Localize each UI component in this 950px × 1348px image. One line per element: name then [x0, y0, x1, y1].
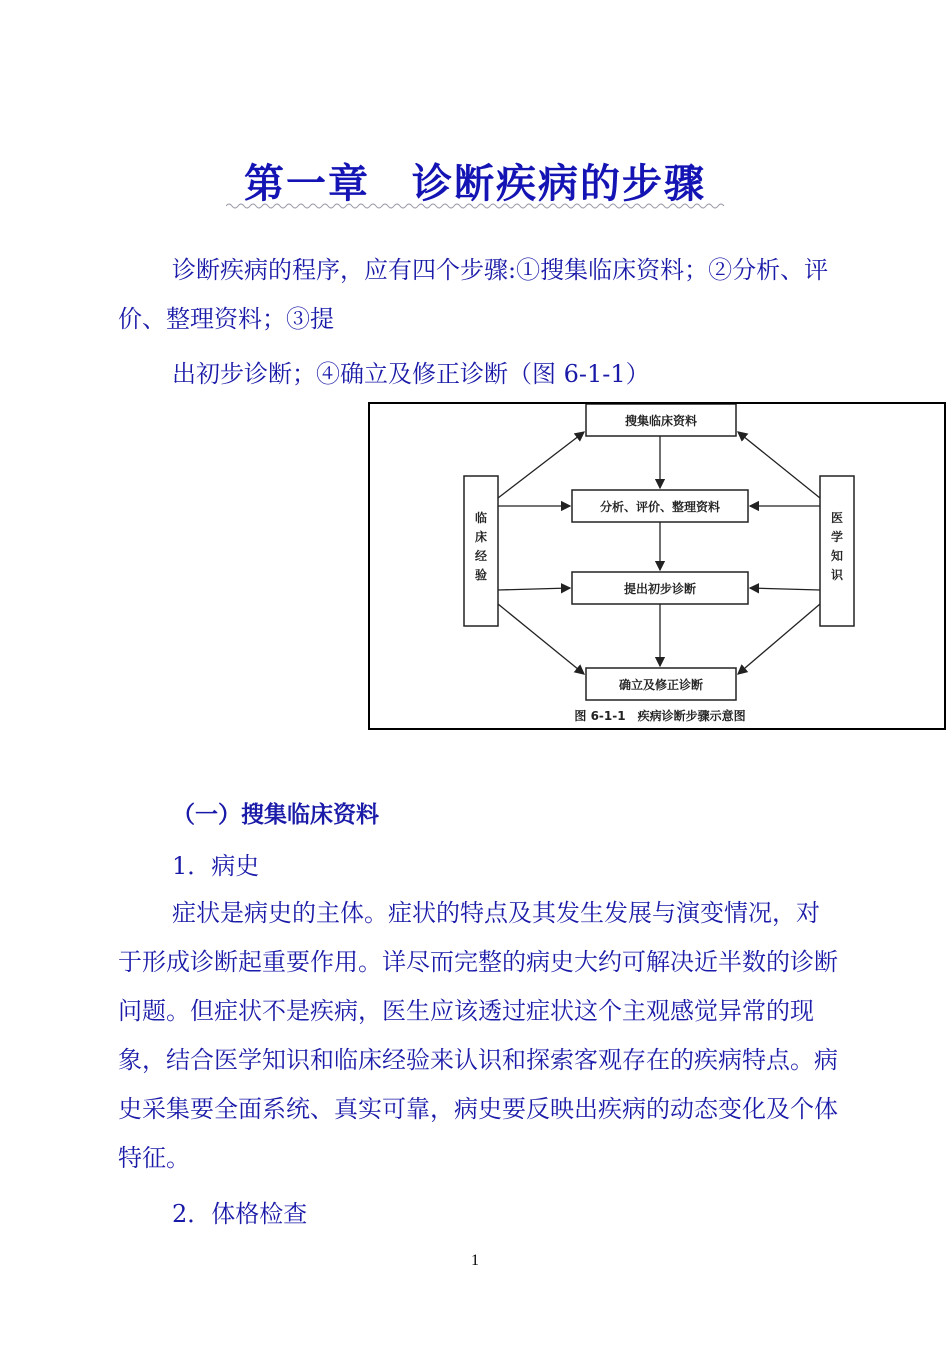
right-label-char: 识: [830, 568, 844, 582]
box-analyze-label: 分析、评价、整理资料: [599, 500, 721, 514]
arrow-left-confirm: [498, 604, 584, 674]
item-heading-physical-exam: 2．体格检查: [172, 1200, 308, 1228]
arrow-left-preliminary: [498, 588, 570, 590]
intro-line2: 出初步诊断；④确立及修正诊断（图 6-1-1）: [172, 360, 650, 388]
box-confirm-label: 确立及修正诊断: [618, 678, 704, 692]
left-label-char: 临: [474, 511, 488, 525]
title-underline: [226, 202, 726, 210]
arrow-left-collect: [498, 432, 584, 498]
diagnosis-flow-figure: [368, 402, 946, 730]
box-collect-label: 搜集临床资料: [624, 414, 698, 428]
right-label-char: 学: [830, 530, 844, 544]
figure-caption: 图 6-1-1 疾病诊断步骤示意图: [574, 709, 746, 723]
arrow-right-confirm: [738, 604, 820, 674]
right-label-char: 医: [830, 511, 844, 525]
section-heading: （一）搜集临床资料: [172, 802, 379, 828]
right-label-char: 知: [830, 549, 844, 563]
box-preliminary-label: 提出初步诊断: [623, 582, 697, 596]
history-paragraph: 症状是病史的主体。症状的特点及其发生发展与演变情况，对于形成诊断起重要作用。详尽而完整的病史大约可解决近半数的诊断问题。但症状不是疾病，医生应该透过症状这个主观感觉异常的现象，结合医学知识和临床经验来认识和探索客观存在的疾病特点。病史采集要全面系统、真实可靠，病史要反映出疾病的动态变化及个体特征。: [118, 899, 838, 1172]
left-label-char: 床: [474, 530, 488, 544]
arrow-right-collect: [738, 432, 820, 498]
page-title: 第一章 诊断疾病的步骤: [244, 161, 706, 207]
intro-paragraph: 诊断疾病的程序，应有四个步骤:①搜集临床资料；②分析、评价、整理资料；③提: [118, 256, 829, 333]
left-label-char: 经: [474, 549, 488, 563]
arrow-right-preliminary: [750, 588, 820, 590]
left-label-char: 验: [474, 568, 488, 582]
item-heading-history: 1．病史: [172, 852, 260, 880]
page-number: 1: [471, 1252, 479, 1269]
